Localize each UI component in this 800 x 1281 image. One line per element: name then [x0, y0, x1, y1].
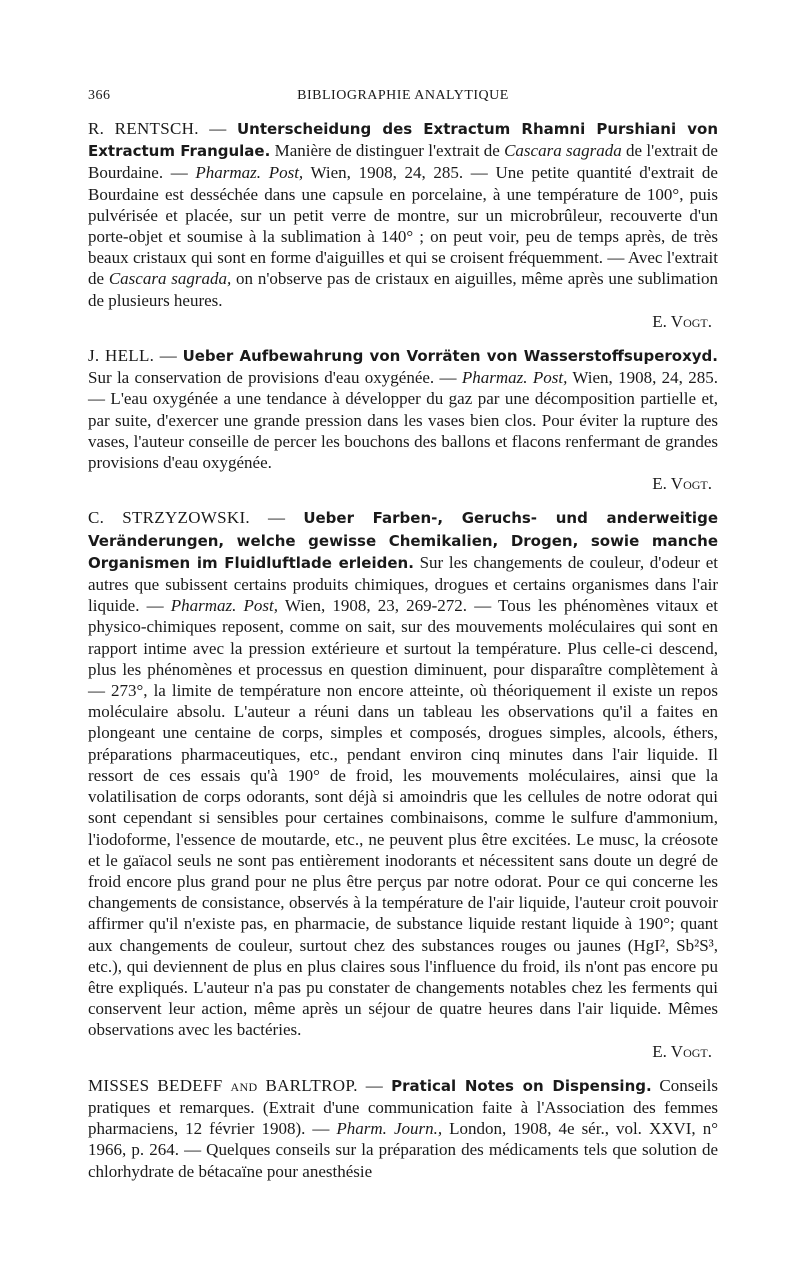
- entry-text: Wien, 1908, 24, 285. — Une petite quantité d'extrait de Bourdaine est desséchée dans une capsule en porcelaine, à une température de 100°, puis pulvérisée et placée, sur un petit verre de montre, sur un microbrûleur, recouverte d'un porte-objet et soumise à la sublimation à 140° ; on peut voir, peu de temps après, de très beaux cristaux qui sont en forme d'aiguilles et qui se croisent fréquemment. — Avec l'extrait de: [88, 163, 718, 289]
- entry-text: de l'extrait de Bourdaine. —: [88, 141, 718, 183]
- entry-bedeff-barltrop: [88, 1075, 718, 1182]
- entry-text: Wien, 1908, 23, 269-272. — Tous les phénomènes vitaux et physico-chimiques reposent, comme on sait, sur des mouvements moléculaires qui sont en rapport intime avec la pression extérieure et surtout la température. Plus celle-ci descend, plus les phénomènes et processus en question diminuent, pour disparaître complètement à — 273°, la limite de température non encore atteinte, où théoriquement il existe un repos moléculaire absolu. L'auteur a réuni dans un tableau les observations qu'il a faites en plongeant une centaine de corps, simples et composés, drogues simples, alcools, éthers, préparations pharmaceutiques, etc., pendant environ cinq minutes dans l'air liquide. Il ressort de ces essais qu'à 190° de froid, les mouvements moléculaires, ainsi que la volatilisation de corps odorants, sont déjà si amoindris que les cellules de notre odorat qui sont cependant si sensibles pour certaines combinaisons, comme le sulfure d'ammonium, l'iodoforme, l'essence de moutarde, etc., ne peuvent plus être excitées. Le musc, la créosote et le gaïacol seuls ne sont pas entièrement inodorants et nécessitent sans doute un degré de froid encore plus grand pour ne plus être perçus par notre odorat. Pour ce qui concerne les changements de consistance, observés à la température de l'air liquide, l'auteur croit pouvoir affirmer qu'il n'existe pas, en pharmacie, de substance liquide restant liquide à 190°; quant aux changements de couleur, surtout chez des substances rouges ou jaunes (HgI², Sb²S³, etc.), qui deviennent de plus en plus claires sous l'influence du froid, ils n'ont pas encore pu être expliqués. L'auteur n'a pas pu constater de changements notables chez les ferments qui conservent leur action, même après un séjour de quatre heures dans l'air liquide. Mêmes observations avec les bactéries.: [88, 596, 718, 1040]
- entry-author: MISSES BEDEFF and BARLTROP. —: [88, 1075, 392, 1095]
- journal-name: Pharm. Journ.,: [336, 1119, 443, 1139]
- entry-text: Sur la conservation de provisions d'eau oxygénée. —: [88, 368, 462, 388]
- entry-italic: Cascara sagrada,: [108, 269, 232, 289]
- journal-name: Pharmaz. Post,: [461, 368, 568, 388]
- entry-signature: E. Vogt.: [652, 311, 712, 331]
- journal-name: Pharmaz. Post,: [195, 163, 304, 183]
- entry-hell: [88, 345, 718, 494]
- page-header: [88, 88, 718, 110]
- entry-italic: Cascara sagrada: [504, 141, 622, 161]
- page-number: 366: [88, 88, 111, 103]
- entry-title: Ueber Farben-, Geruchs- und anderweitige Veränderungen, welche gewisse Chemikalien, Drogen, sowie manche Organismen im Fluidluftlade erleiden.: [88, 509, 718, 572]
- entry-text: Conseils pratiques et remarques. (Extrait d'une communication faite à l'Association des femmes pharmaciens, 12 février 1908). —: [88, 1075, 718, 1139]
- entry-author: C. STRZYZOWSKI. —: [88, 508, 304, 528]
- entry-text: London, 1908, 4e sér., vol. XXVI, n° 1966, p. 264. — Quelques conseils sur la préparation des médicaments tels que solution de chlorhydrate de bétacaïne pour anesthésie: [88, 1119, 718, 1181]
- running-title: BIBLIOGRAPHIE ANALYTIQUE: [297, 88, 509, 103]
- entry-title: Pratical Notes on Dispensing.: [391, 1076, 652, 1095]
- entry-signature: E. Vogt.: [652, 1041, 712, 1061]
- entry-rentsch: [88, 118, 718, 332]
- entry-text: Sur les changements de couleur, d'odeur et autres que subissent certains produits chimiques, drogues et certains organismes dans l'air liquide. —: [88, 552, 718, 616]
- entry-text: Wien, 1908, 24, 285. — L'eau oxygénée a une tendance à développer du gaz par une décomposition partielle et, par suite, d'exercer une grande pression dans les vases bien clos. Pour éviter la rupture des vases, l'auteur conseille de percer les bouchons des ballons et flacons renfermant de grandes provisions d'eau oxygénée.: [88, 368, 719, 473]
- entry-text: Manière de distinguer l'extrait de: [270, 141, 505, 161]
- entry-title: Unterscheidung des Extractum Rhamni Purshiani von Extractum Frangulae.: [88, 120, 718, 161]
- bibliography-entries: [88, 118, 718, 1195]
- journal-name: Pharmaz. Post,: [170, 596, 279, 616]
- entry-text: on n'observe pas de cristaux en aiguilles, même après une sublimation de plusieurs heures.: [88, 269, 718, 310]
- entry-title: Ueber Aufbewahrung von Vorräten von Wasserstoffsuperoxyd.: [182, 347, 718, 366]
- entry-signature: E. Vogt.: [652, 474, 712, 494]
- entry-author: R. RENTSCH. —: [88, 119, 237, 138]
- entry-author: J. HELL. —: [88, 346, 183, 366]
- entry-strzyzowski: [88, 507, 718, 1061]
